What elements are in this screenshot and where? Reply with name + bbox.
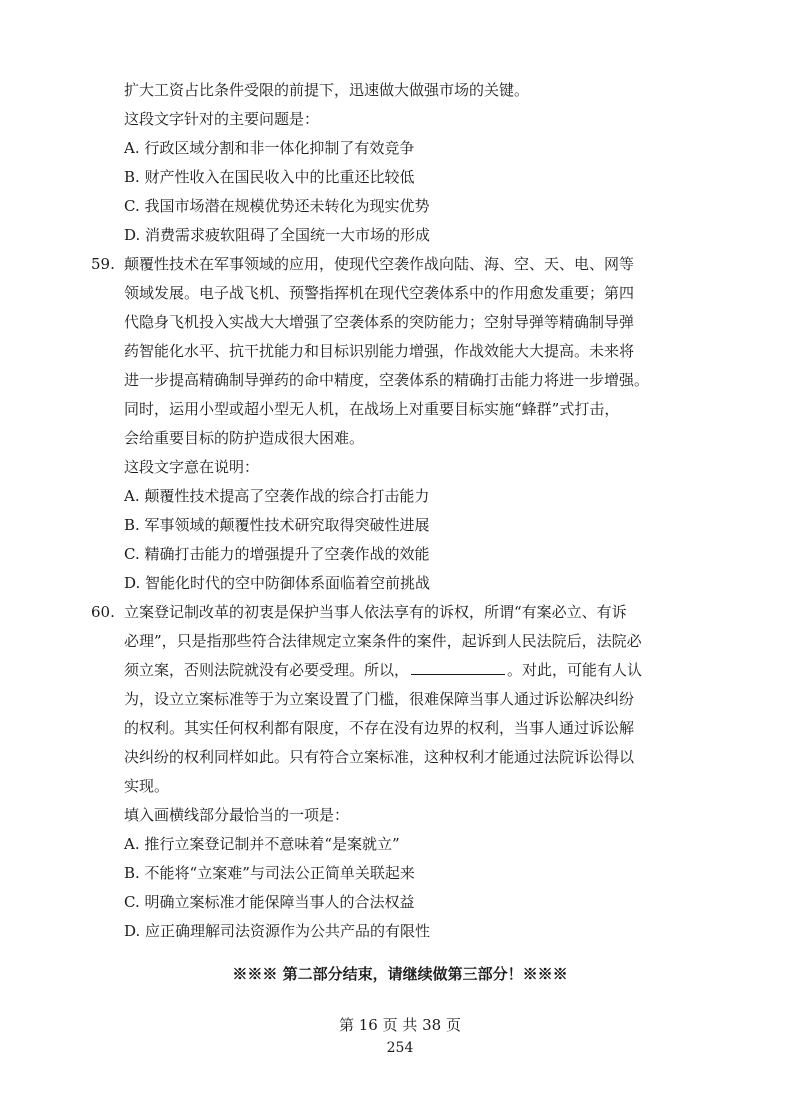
q59-line-3: 代隐身飞机投入实战大大增强了空袭体系的突防能力；空射导弹等精确制导弹 [124,313,635,331]
q59-prompt: 这段文字意在说明： [124,458,260,476]
q58-option-a[interactable]: A. 行政区域分割和非一体化抑制了有效竞争 [124,139,415,157]
q59-line-5: 进一步提高精确制导弹药的命中精度，空袭体系的精确打击能力将进一步增强。 [124,371,650,389]
q58-continuation: 扩大工资占比条件受限的前提下，迅速做大做强市场的关键。 [124,81,530,99]
q59-option-c[interactable]: C. 精确打击能力的增强提升了空袭作战的效能 [124,545,430,563]
q60-number: 60. [91,603,115,621]
q59-option-a[interactable]: A. 颠覆性技术提高了空袭作战的综合打击能力 [124,487,430,505]
q60-line-4: 为，设立立案标准等于为立案设置了门槛，很难保障当事人通过诉讼解决纠纷 [124,690,635,708]
q59-text-1: 颠覆性技术在军事领域的应用，使现代空袭作战向陆、海、空、天、电、网等 [124,255,635,273]
q59-option-b[interactable]: B. 军事领域的颠覆性技术研究取得突破性进展 [124,516,430,534]
q58-prompt: 这段文字针对的主要问题是： [124,110,320,128]
q60-line-2: 必理”，只是指那些符合法律规定立案条件的案件，起诉到人民法院后，法院必 [124,632,642,650]
q59-line-2: 领域发展。电子战飞机、预警指挥机在现代空袭体系中的作用愈发重要；第四 [124,284,635,302]
page-indicator: 第 16 页 共 38 页 [338,1016,461,1034]
q60-line-6: 决纠纷的权利同样如此。只有符合立案标准，这种权利才能通过法院诉讼得以 [124,748,635,766]
q59-line-6: 同时，运用小型或超小型无人机，在战场上对重要目标实施“蜂群”式打击， [124,400,620,418]
q58-option-c[interactable]: C. 我国市场潜在规模优势还未转化为现实优势 [124,197,430,215]
q59-line-7: 会给重要目标的防护造成很大困难。 [124,429,365,447]
q60-option-b[interactable]: B. 不能将“立案难”与司法公正简单关联起来 [124,864,415,882]
q59-number: 59. [91,255,115,273]
q60-line-3-before: 须立案，否则法院就没有必要受理。所以， [124,661,410,679]
q60-text-1: 立案登记制改革的初衷是保护当事人依法享有的诉权，所谓“有案必立、有诉 [124,603,627,621]
answer-blank[interactable] [411,656,505,675]
q60-line-5: 的权利。其实任何权利都有限度，不存在没有边界的权利，当事人通过诉讼解 [124,719,635,737]
q60-option-d[interactable]: D. 应正确理解司法资源作为公共产品的有限性 [124,922,431,940]
q58-option-b[interactable]: B. 财产性收入在国民收入中的比重还比较低 [124,168,415,186]
q59-line-4: 药智能化水平、抗干扰能力和目标识别能力增强，作战效能大大提高。未来将 [124,342,635,360]
q60-line-3 [124,656,684,685]
q59-option-d[interactable]: D. 智能化时代的空中防御体系面临着空前挑战 [124,574,431,592]
q60-option-c[interactable]: C. 明确立案标准才能保障当事人的合法权益 [124,893,415,911]
section-end-note: ※※※ 第二部分结束，请继续做第三部分！※※※ [232,965,568,983]
q60-prompt: 填入画横线部分最恰当的一项是： [124,806,350,824]
q59-line-1 [91,250,684,279]
q60-line-7: 实现。 [124,777,170,795]
q60-option-a[interactable]: A. 推行立案登记制并不意味着“是案就立” [124,835,400,853]
page-content [91,76,684,946]
page-number: 254 [386,1040,414,1056]
q60-line-3-after: 。对此，可能有人认 [507,661,643,679]
q58-option-d[interactable]: D. 消费需求疲软阻碍了全国统一大市场的形成 [124,226,431,244]
q60-line-1 [91,598,684,627]
